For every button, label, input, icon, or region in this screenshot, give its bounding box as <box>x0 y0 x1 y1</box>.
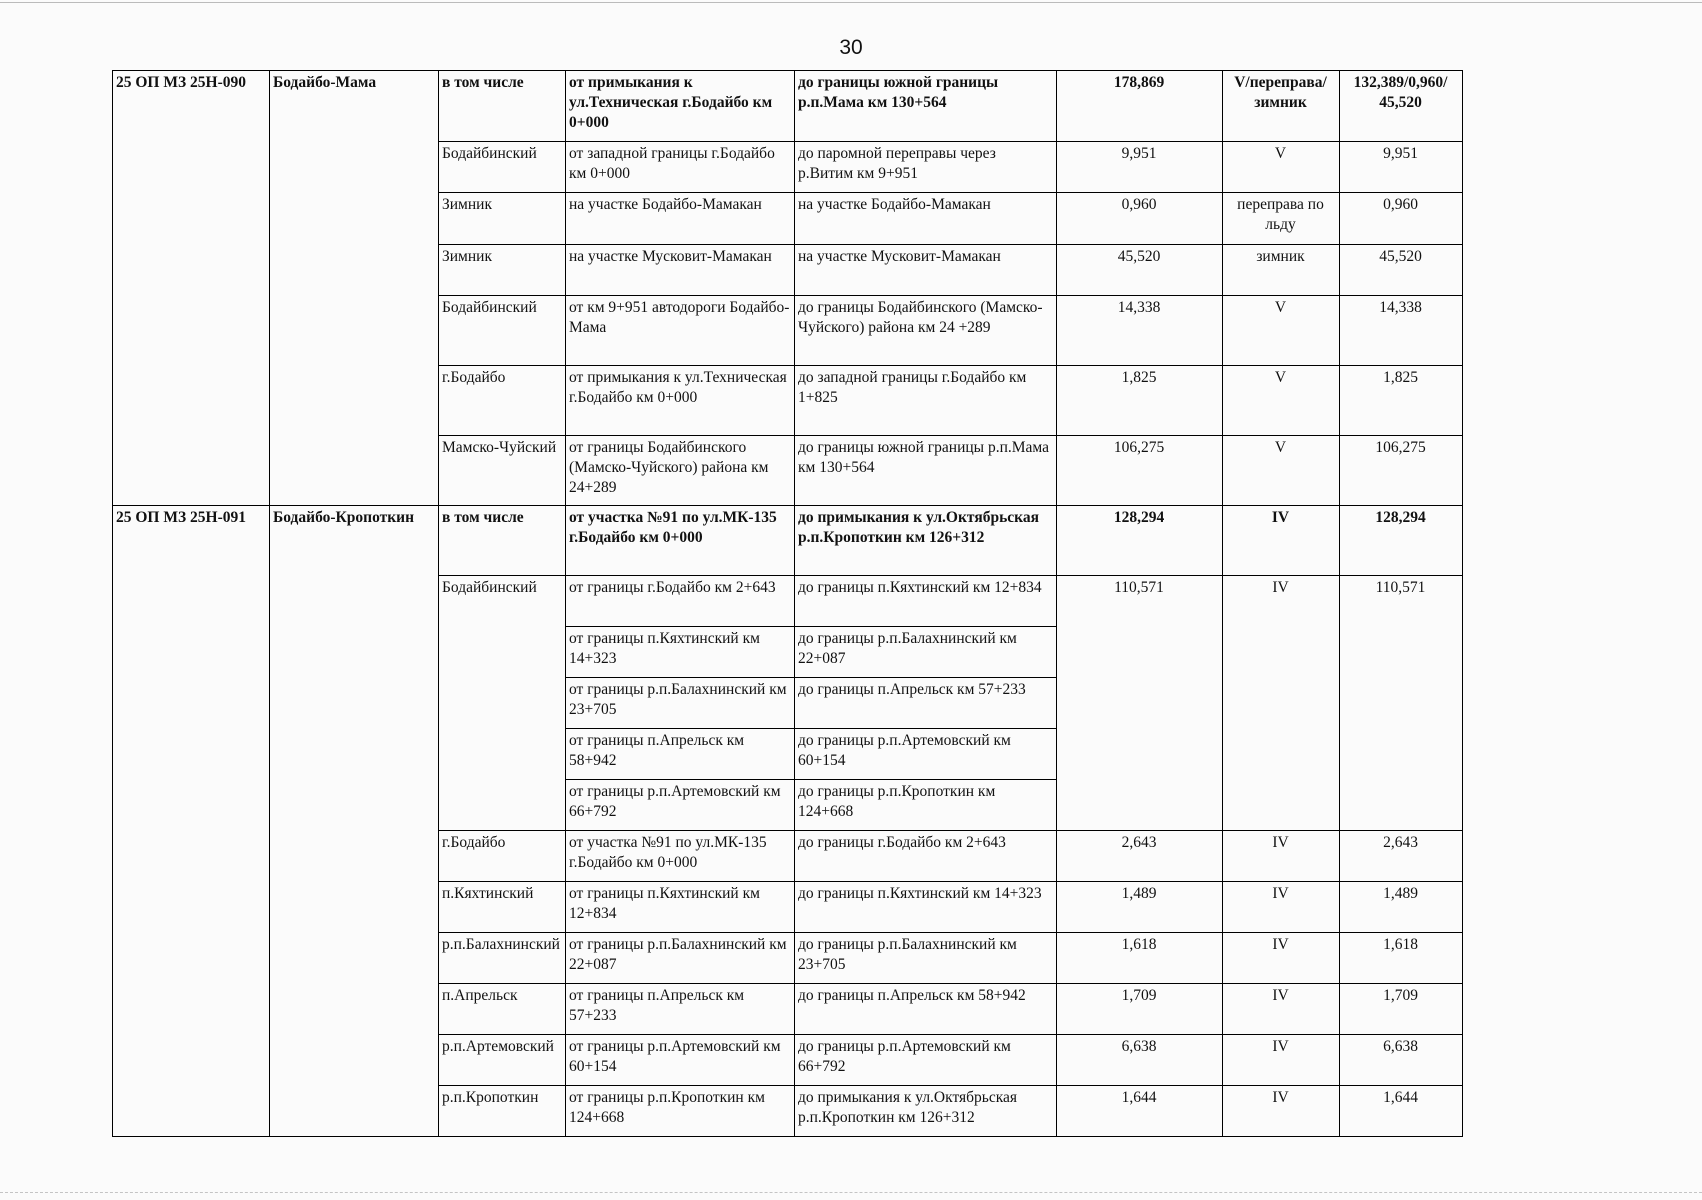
length-cell: 106,275 <box>1057 436 1223 506</box>
from-cell: от примыкания к ул.Техническая г.Бодайбо км 0+000 <box>566 71 795 142</box>
to-cell: до границы п.Кяхтинский км 14+323 <box>795 882 1057 933</box>
length-cell: 1,825 <box>1057 366 1223 436</box>
to-cell: на участке Мусковит-Мамакан <box>795 245 1057 296</box>
length-by-category-cell: 6,638 <box>1340 1035 1463 1086</box>
to-cell: до границы р.п.Кропоткин км 124+668 <box>795 780 1057 831</box>
length-cell: 1,709 <box>1057 984 1223 1035</box>
district-cell: р.п.Кропоткин <box>439 1086 566 1137</box>
category-cell: IV <box>1223 576 1340 831</box>
length-by-category-cell: 128,294 <box>1340 506 1463 576</box>
to-cell: до границы р.п.Балахнинский км 22+087 <box>795 627 1057 678</box>
to-cell: до границы р.п.Артемовский км 66+792 <box>795 1035 1057 1086</box>
length-cell: 45,520 <box>1057 245 1223 296</box>
category-cell: переправа по льду <box>1223 193 1340 245</box>
from-cell: от границы р.п.Балахнинский км 22+087 <box>566 933 795 984</box>
length-cell: 1,489 <box>1057 882 1223 933</box>
to-cell: до границы п.Кяхтинский км 12+834 <box>795 576 1057 627</box>
district-cell: в том числе <box>439 71 566 142</box>
category-cell: V/переправа/зимник <box>1223 71 1340 142</box>
from-cell: на участке Мусковит-Мамакан <box>566 245 795 296</box>
page-number: 30 <box>839 36 863 59</box>
category-cell: зимник <box>1223 245 1340 296</box>
to-cell: до границы р.п.Балахнинский км 23+705 <box>795 933 1057 984</box>
length-by-category-cell: 110,571 <box>1340 576 1463 831</box>
from-cell: от участка №91 по ул.МК-135 г.Бодайбо км 0+000 <box>566 506 795 576</box>
category-cell: IV <box>1223 831 1340 882</box>
length-cell: 178,869 <box>1057 71 1223 142</box>
to-cell: до границы п.Апрельск км 57+233 <box>795 678 1057 729</box>
from-cell: от границы р.п.Балахнинский км 23+705 <box>566 678 795 729</box>
road-code: 25 ОП МЗ 25Н-091 <box>113 506 270 1137</box>
to-cell: до примыкания к ул.Октябрьская р.п.Кропоткин км 126+312 <box>795 1086 1057 1137</box>
from-cell: от границы Бодайбинского (Мамско-Чуйского) района км 24+289 <box>566 436 795 506</box>
scan-edge-bottom <box>0 1192 1702 1193</box>
category-cell: V <box>1223 366 1340 436</box>
district-cell: р.п.Артемовский <box>439 1035 566 1086</box>
category-cell: IV <box>1223 882 1340 933</box>
length-cell: 14,338 <box>1057 296 1223 366</box>
district-cell: г.Бодайбо <box>439 366 566 436</box>
category-cell: V <box>1223 142 1340 193</box>
to-cell: до границы п.Апрельск км 58+942 <box>795 984 1057 1035</box>
road-name: Бодайбо-Мама <box>270 71 439 506</box>
district-cell: Бодайбинский <box>439 296 566 366</box>
table-row <box>113 506 1463 576</box>
length-by-category-cell: 14,338 <box>1340 296 1463 366</box>
length-by-category-cell: 106,275 <box>1340 436 1463 506</box>
category-cell: IV <box>1223 1035 1340 1086</box>
district-cell: Бодайбинский <box>439 142 566 193</box>
to-cell: до примыкания к ул.Октябрьская р.п.Кропоткин км 126+312 <box>795 506 1057 576</box>
district-cell: Зимник <box>439 245 566 296</box>
to-cell: до западной границы г.Бодайбо км 1+825 <box>795 366 1057 436</box>
district-cell: в том числе <box>439 506 566 576</box>
category-cell: IV <box>1223 933 1340 984</box>
to-cell: до паромной переправы через р.Витим км 9+951 <box>795 142 1057 193</box>
district-cell: Мамско-Чуйский <box>439 436 566 506</box>
district-cell: г.Бодайбо <box>439 831 566 882</box>
from-cell: от границы п.Кяхтинский км 14+323 <box>566 627 795 678</box>
from-cell: от км 9+951 автодороги Бодайбо-Мама <box>566 296 795 366</box>
from-cell: от границы р.п.Артемовский км 60+154 <box>566 1035 795 1086</box>
length-by-category-cell: 2,643 <box>1340 831 1463 882</box>
category-cell: V <box>1223 296 1340 366</box>
table-row <box>113 71 1463 142</box>
length-cell: 128,294 <box>1057 506 1223 576</box>
to-cell: до границы р.п.Артемовский км 60+154 <box>795 729 1057 780</box>
length-by-category-cell: 1,709 <box>1340 984 1463 1035</box>
from-cell: от границы р.п.Кропоткин км 124+668 <box>566 1086 795 1137</box>
district-cell: Зимник <box>439 193 566 245</box>
roads-table <box>112 70 1463 1137</box>
from-cell: от границы п.Апрельск км 58+942 <box>566 729 795 780</box>
to-cell: до границы южной границы р.п.Мама км 130+564 <box>795 436 1057 506</box>
length-by-category-cell: 1,489 <box>1340 882 1463 933</box>
length-cell: 6,638 <box>1057 1035 1223 1086</box>
district-cell: п.Апрельск <box>439 984 566 1035</box>
length-by-category-cell: 9,951 <box>1340 142 1463 193</box>
length-by-category-cell: 1,618 <box>1340 933 1463 984</box>
to-cell: до границы южной границы р.п.Мама км 130+564 <box>795 71 1057 142</box>
to-cell: на участке Бодайбо-Мамакан <box>795 193 1057 245</box>
district-cell: Бодайбинский <box>439 576 566 831</box>
road-name: Бодайбо-Кропоткин <box>270 506 439 1137</box>
length-by-category-cell: 132,389/0,960/ 45,520 <box>1340 71 1463 142</box>
from-cell: от границы п.Кяхтинский км 12+834 <box>566 882 795 933</box>
length-by-category-cell: 1,825 <box>1340 366 1463 436</box>
from-cell: от границы р.п.Артемовский км 66+792 <box>566 780 795 831</box>
from-cell: на участке Бодайбо-Мамакан <box>566 193 795 245</box>
length-by-category-cell: 0,960 <box>1340 193 1463 245</box>
length-by-category-cell: 45,520 <box>1340 245 1463 296</box>
category-cell: IV <box>1223 506 1340 576</box>
from-cell: от примыкания к ул.Техническая г.Бодайбо км 0+000 <box>566 366 795 436</box>
length-cell: 9,951 <box>1057 142 1223 193</box>
from-cell: от участка №91 по ул.МК-135 г.Бодайбо км 0+000 <box>566 831 795 882</box>
category-cell: IV <box>1223 1086 1340 1137</box>
length-cell: 1,618 <box>1057 933 1223 984</box>
from-cell: от границы г.Бодайбо км 2+643 <box>566 576 795 627</box>
to-cell: до границы Бодайбинского (Мамско-Чуйского) района км 24 +289 <box>795 296 1057 366</box>
district-cell: р.п.Балахнинский <box>439 933 566 984</box>
from-cell: от западной границы г.Бодайбо км 0+000 <box>566 142 795 193</box>
length-cell: 2,643 <box>1057 831 1223 882</box>
scan-edge-top <box>0 2 1702 3</box>
length-cell: 0,960 <box>1057 193 1223 245</box>
length-by-category-cell: 1,644 <box>1340 1086 1463 1137</box>
length-cell: 110,571 <box>1057 576 1223 831</box>
category-cell: IV <box>1223 984 1340 1035</box>
length-cell: 1,644 <box>1057 1086 1223 1137</box>
road-code: 25 ОП МЗ 25Н-090 <box>113 71 270 506</box>
to-cell: до границы г.Бодайбо км 2+643 <box>795 831 1057 882</box>
district-cell: п.Кяхтинский <box>439 882 566 933</box>
category-cell: V <box>1223 436 1340 506</box>
from-cell: от границы п.Апрельск км 57+233 <box>566 984 795 1035</box>
